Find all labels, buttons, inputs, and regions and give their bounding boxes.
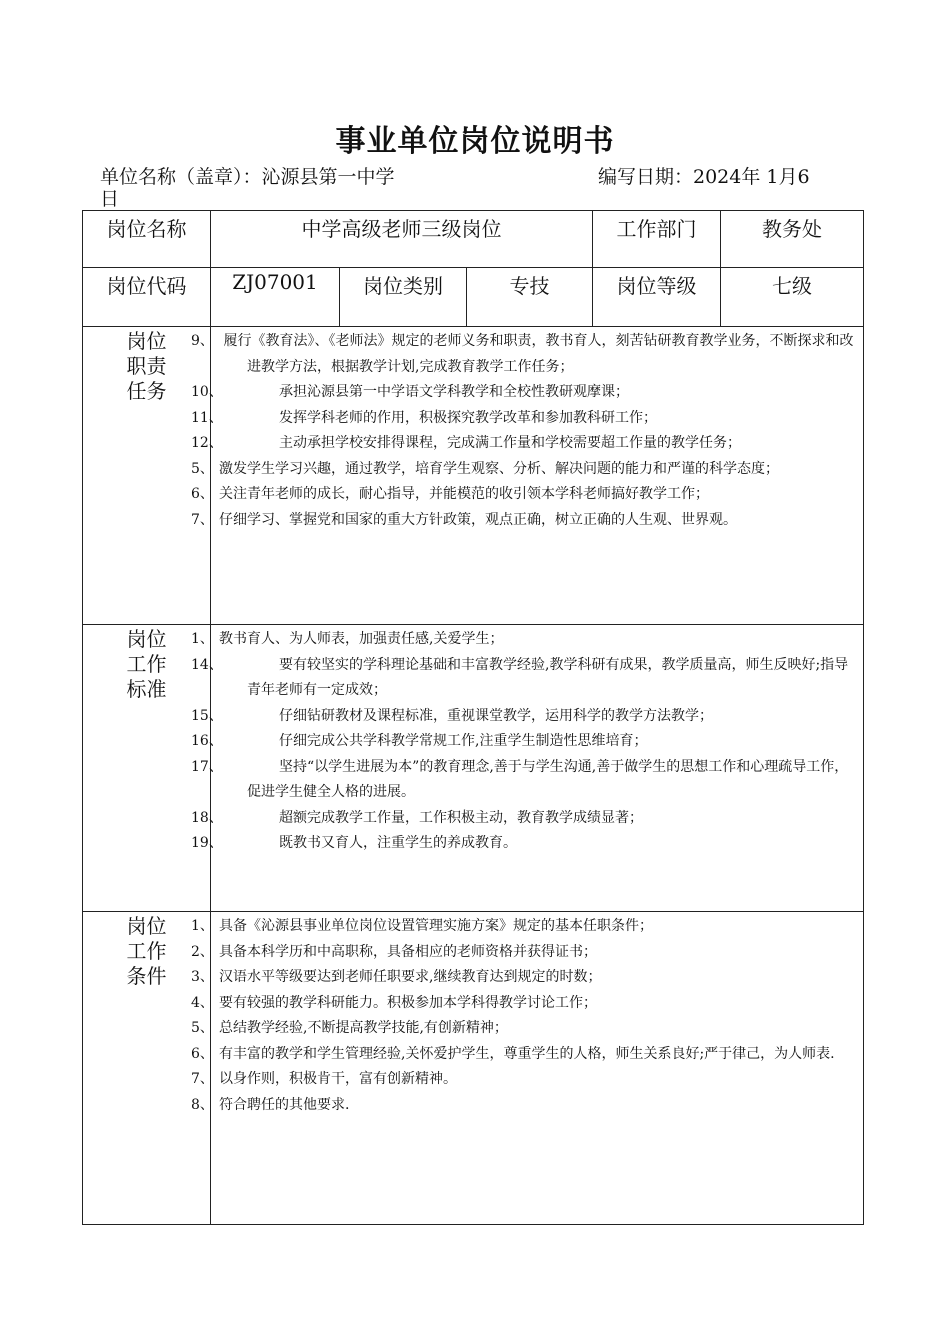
unit-name: 单位名称（盖章）：沁源县第一中学: [100, 166, 395, 188]
list-item: 1、 教书育人、为人师表，加强责任感,关爱学生；: [191, 631, 504, 647]
list-item: 9、 履行《教育法》、《老师法》规定的老师义务和职责，教书育人，刻苦钻研教育教学业务，不断探求和改进教学方法，根据教学计划,完成教育教学工作任务；: [191, 333, 854, 375]
list-item: 2、 具备本科学历和中高职称，具备相应的老师资格并获得证书；: [191, 943, 597, 960]
standards-list: [191, 625, 863, 857]
conditions-list: [191, 912, 863, 1118]
row-post-code: [83, 268, 864, 327]
list-item: 16、 仔细完成公共学科教学常规工作,注重学生制造性思维培育；: [191, 733, 648, 749]
post-name-label: 岗位名称: [106, 217, 187, 241]
list-item: 7、 以身作则，积极肯干，富有创新精神。: [191, 1071, 457, 1087]
standards-label: 岗位 工作 标准: [126, 627, 167, 701]
list-item: 1、 具备《沁源县事业单位岗位设置管理实施方案》规定的基本任职条件；: [191, 918, 653, 934]
list-item: 5、 激发学生学习兴趣，通过教学，培育学生观察、分析、解决问题的能力和严谨的科学态度；: [191, 460, 779, 477]
duties-list: [191, 327, 863, 533]
list-item: 17、 坚持“以学生进展为本”的教育理念,善于与学生沟通,善于做学生的思想工作和心理疏导工作，促进学生健全人格的进展。: [191, 758, 849, 800]
post-level-label: 岗位等级: [616, 274, 697, 298]
list-item: 15、 仔细钻研教材及课程标准，重视课堂教学，运用科学的教学方法教学；: [191, 707, 713, 724]
list-item: 4、 要有较强的教学科研能力。积极参加本学科得教学讨论工作；: [191, 994, 597, 1011]
compile-date-wrap: 日: [100, 188, 120, 210]
row-standards: [83, 625, 864, 912]
row-duties: [83, 327, 864, 625]
list-item: 6、 关注青年老师的成长，耐心指导，并能模范的收引领本学科老师搞好教学工作；: [191, 486, 709, 502]
duties-label: 岗位 职责 任务: [126, 329, 167, 403]
list-item: 10、 承担沁源县第一中学语文学科教学和全校性教研观摩课；: [191, 384, 629, 400]
compile-date: 编写日期：2024年 1月6: [598, 166, 810, 188]
list-item: 8、 符合聘任的其他要求.: [191, 1096, 350, 1113]
list-item: 3、 汉语水平等级要达到老师任职要求,继续教育达到规定的时数；: [191, 969, 602, 985]
department-value: 教务处: [762, 217, 822, 241]
post-code-value: ZJ07001: [232, 270, 318, 294]
post-name-value: 中学高级老师三级岗位: [301, 217, 502, 241]
list-item: 19、 既教书又育人，注重学生的养成教育。: [191, 835, 517, 851]
conditions-label: 岗位 工作 条件: [126, 914, 167, 988]
list-item: 18、 超额完成教学工作量，工作积极主动，教育教学成绩显著；: [191, 809, 643, 826]
list-item: 14、 要有较坚实的学科理论基础和丰富教学经验,教学科研有成果，教学质量高，师生反映好;指导青年老师有一定成效；: [191, 656, 849, 698]
document-title: 事业单位岗位说明书: [335, 124, 615, 159]
list-item: 11、 发挥学科老师的作用，积极探究教学改革和参加教科研工作；: [191, 409, 657, 426]
list-item: 6、 有丰富的教学和学生管理经验,关怀爱护学生，尊重学生的人格，师生关系良好;严于律己，为人师表.: [191, 1045, 835, 1062]
post-type-value: 专技: [509, 274, 550, 298]
list-item: 7、 仔细学习、掌握党和国家的重大方针政策，观点正确，树立正确的人生观、世界观。: [191, 511, 737, 528]
post-description-table: [82, 210, 864, 1225]
row-conditions: [83, 912, 864, 1225]
post-code-label: 岗位代码: [106, 274, 187, 298]
list-item: 5、 总结教学经验,不断提高教学技能,有创新精神；: [191, 1020, 508, 1036]
post-level-value: 七级: [772, 274, 812, 298]
department-label: 工作部门: [616, 217, 697, 241]
row-post-name: [83, 211, 864, 268]
post-type-label: 岗位类别: [363, 274, 443, 298]
list-item: 12、 主动承担学校安排得课程，完成满工作量和学校需要超工作量的教学任务；: [191, 435, 741, 451]
